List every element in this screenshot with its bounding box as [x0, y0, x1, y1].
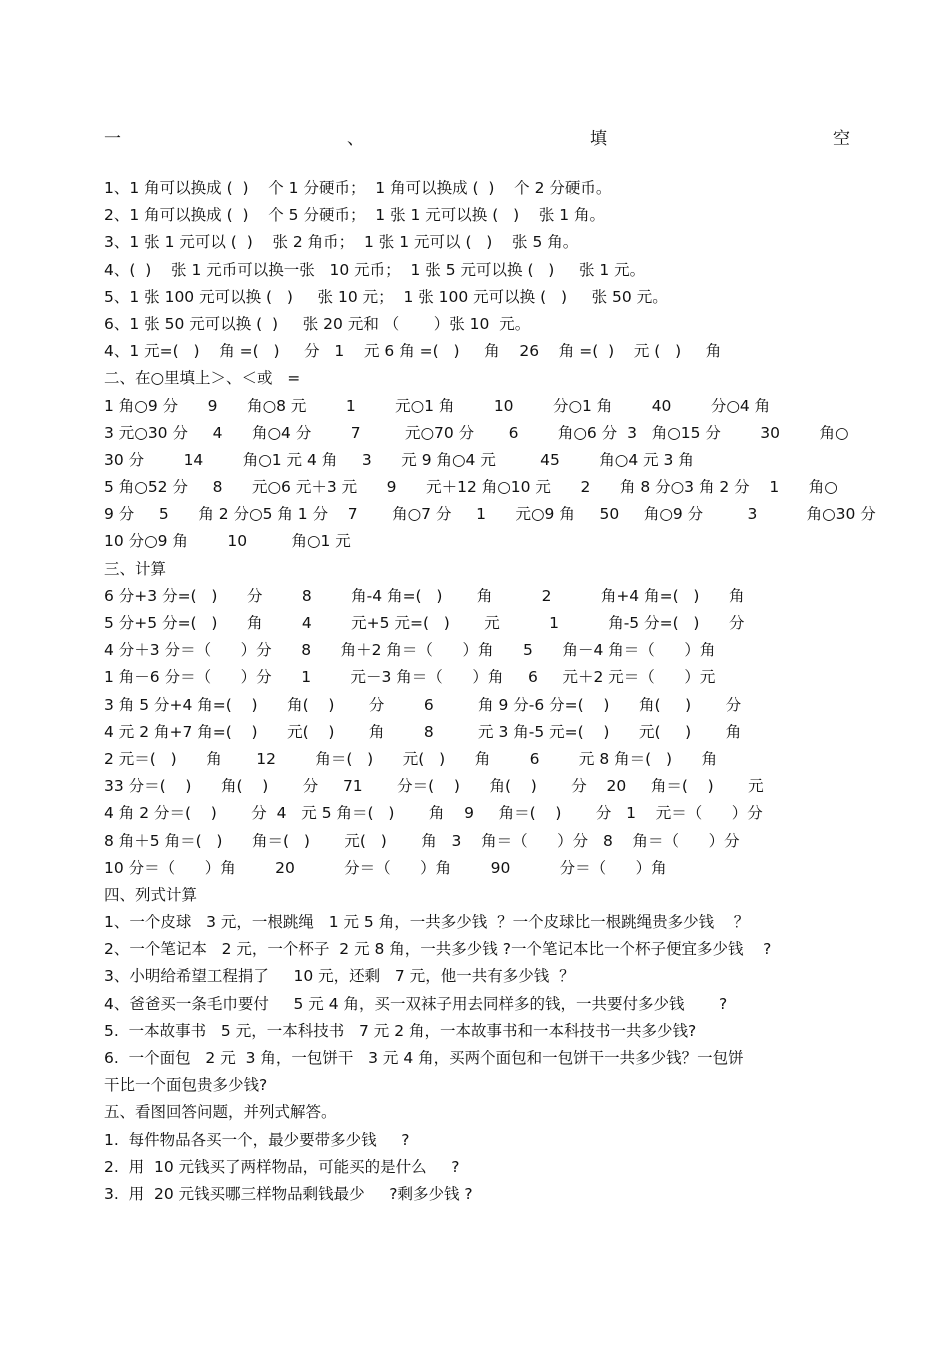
section3-line: 6 分+3 分=( ) 分 8 角-4 角=( ) 角 2 角+4 角=( ) 角 [104, 586, 745, 605]
section2-line: 10 分○9 角 10 角○1 元 [104, 532, 351, 551]
section1-title-char: 填 [590, 129, 607, 149]
section5-line: 1. 每件物品各买一个，最少要带多少钱 ? [104, 1130, 410, 1149]
section3-line: 4 分＋3 分＝（ ）分 8 角＋2 角＝（ ）角 5 角－4 角＝（ ）角 [104, 641, 716, 660]
section2-title: 二、在○里填上＞、＜或 = [104, 369, 301, 388]
section4-line: 3、小明给希望工程捐了 10 元，还剩 7 元，他一共有多少钱 ？ [104, 967, 575, 986]
section4-line: 2、一个笔记本 2 元，一个杯子 2 元 8 角，一共多少钱 ?一个笔记本比一个杯子便宜多少钱 ? [104, 940, 772, 959]
section3-line: 2 元＝( ) 角 12 角＝( ) 元( ) 角 6 元 8 角＝( ) 角 [104, 749, 718, 768]
section1-title-char: 空 [833, 129, 850, 149]
section1-line: 6、1 张 50 元可以换 ( ) 张 20 元和 （ ）张 10 元。 [104, 314, 531, 333]
worksheet-content [104, 175, 876, 1208]
section2-line: 30 分 14 角○1 元 4 角 3 元 9 角○4 元 45 角○4 元 3 角 [104, 450, 694, 469]
section3-line: 4 元 2 角+7 角=( ) 元( ) 角 8 元 3 角-5 元=( ) 元( ) 角 [104, 722, 742, 741]
section1-title [104, 126, 850, 152]
section3-line: 3 角 5 分+4 角=( ) 角( ) 分 6 角 9 分-6 分=( ) 角( ) 分 [104, 695, 742, 714]
section1-line: 2、1 角可以换成 ( ) 个 5 分硬币； 1 张 1 元可以换 ( ) 张 1 角。 [104, 206, 606, 225]
section1-title-char: 、 [347, 129, 364, 149]
section2-line: 9 分 5 角 2 分○5 角 1 分 7 角○7 分 1 元○9 角 50 角○9 分 3 角○30 分 [104, 505, 876, 524]
section2-line: 1 角○9 分 9 角○8 元 1 元○1 角 10 分○1 角 40 分○4 角 [104, 396, 771, 415]
section1-line: 5、1 张 100 元可以换 ( ) 张 10 元； 1 张 100 元可以换 ( ) 张 50 元。 [104, 287, 668, 306]
section1-line: 1、1 角可以换成 ( ) 个 1 分硬币； 1 角可以换成 ( ) 个 2 分硬币。 [104, 179, 612, 197]
section4-line: 4、爸爸买一条毛巾要付 5 元 4 角，买一双袜子用去同样多的钱，一共要付多少钱 ? [104, 994, 728, 1013]
section3-line: 1 角－6 分＝（ ）分 1 元－3 角＝（ ）角 6 元＋2 元＝（ ）元 [104, 668, 716, 687]
section1-line: 4、( ) 张 1 元币可以换一张 10 元币； 1 张 5 元可以换 ( ) 张 1 元。 [104, 260, 646, 279]
section2-line: 3 元○30 分 4 角○4 分 7 元○70 分 6 角○6 分 3 角○15 分 30 角○ [104, 423, 849, 442]
section4-line: 干比一个面包贵多少钱? [104, 1076, 268, 1095]
section3-line: 33 分＝( ) 角( ) 分 71 分＝( ) 角( ) 分 20 角＝( ) 元 [104, 777, 764, 796]
section4-title: 四、列式计算 [104, 885, 198, 904]
section3-title: 三、计算 [104, 559, 167, 578]
section3-line: 5 分+5 分=( ) 角 4 元+5 元=( ) 元 1 角-5 分=( ) 分 [104, 614, 745, 632]
section5-line: 3. 用 20 元钱买哪三样物品剩钱最少 ?剩多少钱 ? [104, 1184, 473, 1203]
section1-line: 4、1 元=( ) 角 =( ) 分 1 元 6 角 =( ) 角 26 角 =( ) 元 ( ) 角 [104, 342, 722, 361]
section4-line: 5. 一本故事书 5 元，一本科技书 7 元 2 角，一本故事书和一本科技书一共多少钱? [104, 1021, 697, 1040]
section4-line: 1、一个皮球 3 元，一根跳绳 1 元 5 角，一共多少钱 ？一个皮球比一根跳绳贵多少钱 ？ [104, 913, 750, 932]
section3-line: 10 分＝（ ）角 20 分＝（ ）角 90 分＝（ ）角 [104, 858, 667, 877]
section3-line: 4 角 2 分＝( ) 分 4 元 5 角＝( ) 角 9 角＝( ) 分 1 元＝（ ）分 [104, 804, 763, 823]
section5-line: 2. 用 10 元钱买了两样物品，可能买的是什么 ? [104, 1157, 460, 1176]
section5-title: 五、看图回答问题，并列式解答。 [104, 1103, 337, 1122]
section1-title-char: 一 [104, 129, 121, 149]
section1-line: 3、1 张 1 元可以 ( ) 张 2 角币； 1 张 1 元可以 ( ) 张 5 角。 [104, 233, 579, 252]
section2-line: 5 角○52 分 8 元○6 元＋3 元 9 元＋12 角○10 元 2 角 8 分○3 角 2 分 1 角○ [104, 478, 838, 497]
section3-line: 8 角＋5 角＝( ) 角＝( ) 元( ) 角 3 角＝（ ）分 8 角＝（ ）分 [104, 831, 740, 850]
section4-line: 6. 一个面包 2 元 3 角，一包饼干 3 元 4 角，买两个面包和一包饼干一共多少钱？一包饼 [104, 1049, 744, 1067]
